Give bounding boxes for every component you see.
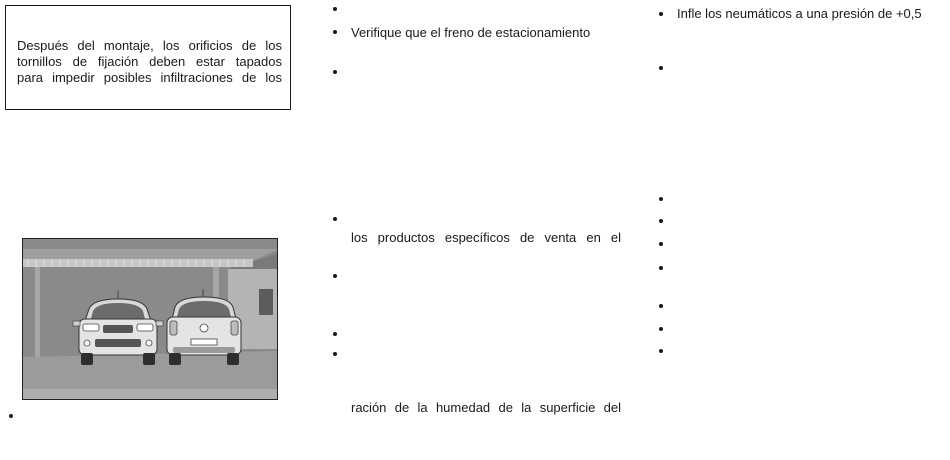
notice-line-2: tornillos de fijación deben estar tapados [17, 54, 282, 69]
garage-with-two-cars-icon [22, 238, 278, 400]
notice-line-1: Después del montaje, los orificios de los [17, 38, 282, 53]
bullet [658, 345, 666, 359]
bullet [332, 328, 340, 342]
notice-line-3: para impedir posibles infiltraciones de los [17, 70, 282, 85]
bullet [658, 238, 666, 252]
bullet [658, 215, 666, 229]
bullet [332, 26, 340, 40]
products-text: los productos específicos de venta en el [351, 230, 621, 245]
humidity-text: ración de la humedad de la superficie del [351, 400, 621, 415]
bullet [332, 213, 340, 227]
tyre-pressure-text: Infle los neumáticos a una presión de +0,5 [677, 6, 922, 21]
bullet [658, 323, 666, 337]
bullet [658, 262, 666, 276]
notice-text [17, 38, 282, 86]
bullet [658, 193, 666, 207]
bullet [8, 410, 16, 424]
bullet [658, 8, 666, 22]
bullet [658, 300, 666, 314]
bullet [332, 348, 340, 362]
bullet [332, 270, 340, 284]
parking-brake-text: Verifique que el freno de estacionamiento [351, 25, 591, 40]
bullet [332, 3, 340, 17]
bullet [332, 66, 340, 80]
bullet [658, 62, 666, 76]
